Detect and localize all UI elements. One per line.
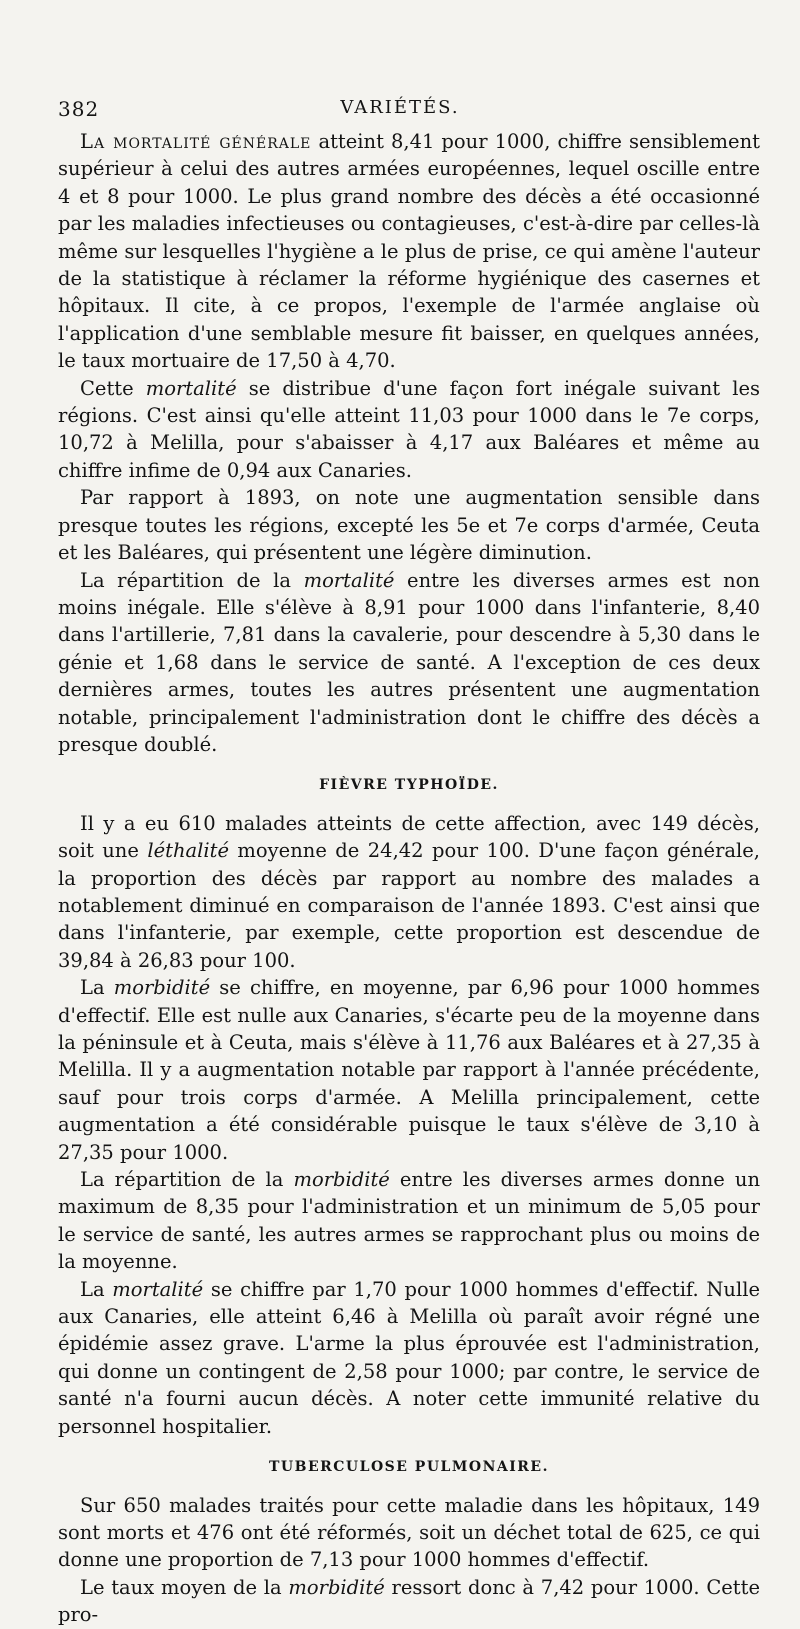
paragraph-tuberculose-malades: Sur 650 malades traités pour cette maladie dans les hôpitaux, 149 sont morts et 476 ont été réformés, soit un déchet total de 625, ce qui donne une proportion de 7,13 pour 1000 hommes d'effectif. — [58, 1493, 760, 1572]
text-run: La — [80, 976, 114, 1000]
paragraph-mortalite-generale — [58, 128, 760, 375]
italic-term: mortalité — [145, 376, 237, 400]
paragraph-text: atteint 8,41 pour 1000, chiffre sensiblement supérieur à celui des autres armées européennes, lequel oscille entre 4 et 8 pour 1000. Le plus grand nombre des décès a été occasionné par les maladies infectieuses ou contagieuses, c'est-à-dire par celles-là même sur lesquelles l'hygiène a le plus de prise, ce qui amène l'auteur de la statistique à réclamer la réforme hygiénique des casernes et hôpitaux. Il cite, à ce propos, l'exemple de l'armée anglaise où l'application d'une semblable mesure fit baisser, en quelques années, le taux mortuaire de 17,50 à 4,70. — [58, 130, 760, 373]
paragraph-typhoide-morbidite — [58, 974, 760, 1166]
text-run: Le taux moyen de la — [80, 1575, 289, 1599]
paragraph-typhoide-malades — [58, 810, 760, 974]
italic-term: mortalité — [112, 1277, 204, 1301]
page-header — [0, 97, 800, 121]
italic-term: morbidité — [293, 1168, 390, 1192]
italic-term: morbidité — [113, 976, 211, 1000]
running-title: VARIÉTÉS. — [340, 97, 460, 118]
italic-term: mortalité — [303, 568, 395, 592]
text-run: entre les diverses armes est non moins inégale. Elle s'élève à 8,91 pour 1000 dans l'infanterie, 8,40 dans l'artillerie, 7,81 dans la cavalerie, pour descendre à 5,30 dans le génie et 1,68 dans le service de santé. A l'exception de ces deux dernières armes, toutes les autres présentent une augmentation notable, principalement l'administration dont le chiffre des décès a presque doublé. — [58, 568, 760, 756]
text-run: entre les diverses armes donne un maximum de 8,35 pour l'administration et un minimum de 5,05 pour le service de santé, les autres armes se rapprochant plus ou moins de la moyenne. — [58, 1168, 760, 1274]
paragraph-typhoide-mortalite — [58, 1276, 760, 1440]
page-number: 382 — [58, 97, 100, 121]
text-run: ressort donc à 7,42 pour 1000. Cette pro- — [58, 1575, 760, 1627]
paragraph-mortalite-armes — [58, 567, 760, 759]
text-run: Il y a eu 610 malades atteints de cette affection, avec 149 décès, soit une — [58, 811, 760, 863]
article-body — [58, 128, 760, 1629]
paragraph-mortalite-regions — [58, 375, 760, 485]
section-heading-fievre-typhoide: FIÈVRE TYPHOÏDE. — [319, 777, 499, 794]
lead-small-caps: La mortalité générale — [80, 130, 312, 153]
paragraph-rapport-1893: Par rapport à 1893, on note une augmentation sensible dans presque toutes les régions, excepté les 5e et 7e corps d'armée, Ceuta et les Baléares, qui présentent une légère diminution. — [58, 486, 760, 565]
text-run: moyenne de 24,42 pour 100. D'une façon générale, la proportion des décès par rapport au nombre des malades a notablement diminué en comparaison de l'année 1893. C'est ainsi que dans l'infanterie, par exemple, cette proportion est descendue de 39,84 à 26,83 pour 100. — [58, 839, 760, 972]
italic-term: morbidité — [288, 1575, 385, 1599]
paragraph-tuberculose-morbidite — [58, 1574, 760, 1629]
text-run: se distribue d'une façon fort inégale suivant les régions. C'est ainsi qu'elle atteint 11,03 pour 1000 dans le 7e corps, 10,72 à Melilla, pour s'abaisser à 4,17 aux Baléares et même au chiffre infime de 0,94 aux Canaries. — [58, 376, 760, 482]
text-run: La répartition de la — [80, 1168, 294, 1192]
section-heading-tuberculose: TUBERCULOSE PULMONAIRE. — [269, 1459, 549, 1476]
text-run: Cette — [80, 376, 146, 400]
paragraph-typhoide-repartition — [58, 1166, 760, 1276]
italic-term: léthalité — [147, 839, 229, 863]
text-run: La répartition de la — [80, 568, 304, 592]
text-run: se chiffre, en moyenne, par 6,96 pour 1000 hommes d'effectif. Elle est nulle aux Canaries, s'écarte peu de la moyenne dans la péninsule et à Ceuta, mais s'élève à 11,76 aux Baléares et à 27,35 à Melilla. Il y a augmentation notable par rapport à l'année précédente, sauf pour trois corps d'armée. A Melilla principalement, cette augmentation a été considérable puisque le taux s'élève de 3,10 à 27,35 pour 1000. — [58, 976, 760, 1164]
text-run: La — [80, 1277, 113, 1301]
text-run: se chiffre par 1,70 pour 1000 hommes d'effectif. Nulle aux Canaries, elle atteint 6,46 à Melilla où paraît avoir régné une épidémie assez grave. L'arme la plus éprouvée est l'administration, qui donne un contingent de 2,58 pour 1000; par contre, le service de santé n'a fourni aucun décès. A noter cette immunité relative du personnel hospitalier. — [58, 1277, 760, 1438]
